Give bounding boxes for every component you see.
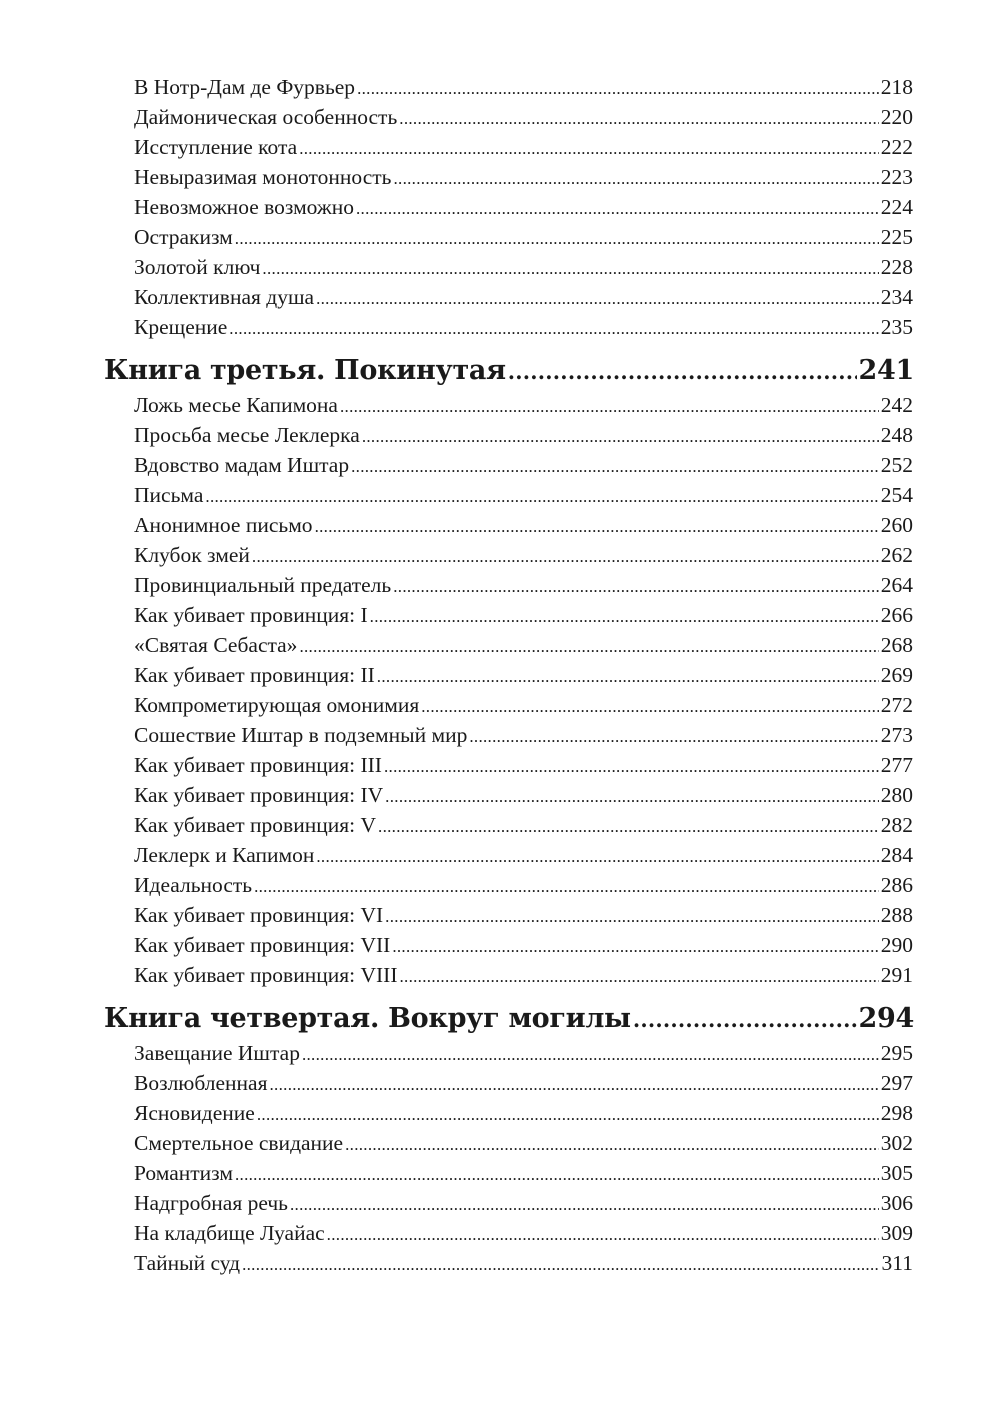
toc-entry [0, 192, 1000, 222]
toc-entry [0, 162, 1000, 192]
dot-leader [469, 720, 878, 752]
toc-entry-page-number: 234 [880, 285, 913, 309]
toc-entry-title: Сошествие Иштар в подземный мир [134, 723, 468, 747]
dot-leader [362, 420, 879, 452]
toc-entry [0, 1068, 1000, 1098]
toc-entry-page-number: 297 [880, 1071, 913, 1095]
toc-entry-title: Ясновидение [134, 1101, 255, 1125]
toc-entry [0, 660, 1000, 690]
toc-entry-title: Надгробная речь [134, 1191, 288, 1215]
dot-leader [508, 353, 857, 390]
toc-entry [0, 1188, 1000, 1218]
toc-entry-page-number: 311 [881, 1251, 913, 1275]
dot-leader [399, 960, 878, 992]
dot-leader [385, 900, 879, 932]
toc-entry-page-number: 269 [880, 663, 913, 687]
toc-entry-page-number: 268 [880, 633, 913, 657]
toc-entry [0, 480, 1000, 510]
toc-entry-title: Невыразимая монотонность [134, 165, 392, 189]
toc-entry [0, 870, 1000, 900]
dot-leader [257, 1098, 879, 1130]
toc-entry [0, 720, 1000, 750]
toc-entry-page-number: 306 [880, 1191, 913, 1215]
toc-entry-title: Остракизм [134, 225, 233, 249]
toc-entry-page-number: 298 [880, 1101, 913, 1125]
toc-entry [0, 450, 1000, 480]
toc-entry-page-number: 266 [880, 603, 913, 627]
toc-entry-title: Как убивает провинция: VI [134, 903, 384, 927]
toc-entry-title: В Нотр-Дам де Фурвьер [134, 75, 356, 99]
toc-entry [0, 510, 1000, 540]
toc-entry-page-number: 228 [880, 255, 913, 279]
toc-entry [0, 750, 1000, 780]
dot-leader [370, 600, 879, 632]
toc-entry-title: Письма [134, 483, 204, 507]
toc-entry [0, 252, 1000, 282]
toc-entry-page-number: 291 [880, 963, 913, 987]
toc-entry [0, 540, 1000, 570]
toc-entry-page-number: 272 [880, 693, 913, 717]
toc-entry-title: Как убивает провинция: VIII [134, 963, 398, 987]
toc-entry-title: «Святая Себаста» [134, 633, 298, 657]
toc-entry-title: Как убивает провинция: II [134, 663, 375, 687]
dot-leader [377, 660, 879, 692]
dot-leader [252, 540, 879, 572]
toc-entry [0, 1038, 1000, 1068]
dot-leader [633, 1001, 857, 1038]
toc-entry-page-number: 260 [880, 513, 913, 537]
dot-leader [356, 192, 879, 224]
dot-leader [392, 930, 878, 962]
toc-entry [0, 960, 1000, 990]
toc-entry-page-number: 288 [880, 903, 913, 927]
toc-entry-title: Коллективная душа [134, 285, 315, 309]
toc-entry-title: Даймоническая особенность [134, 105, 398, 129]
dot-leader [340, 390, 879, 422]
toc-entry [0, 570, 1000, 600]
dot-leader [421, 690, 879, 722]
toc-entry [0, 1128, 1000, 1158]
toc-entry [0, 810, 1000, 840]
toc-entry-page-number: 309 [880, 1221, 913, 1245]
toc-entry-page-number: 282 [880, 813, 913, 837]
toc-entry-page-number: 277 [880, 753, 913, 777]
dot-leader [205, 480, 878, 512]
toc-entry-title: Идеальность [134, 873, 253, 897]
toc-entry-title: Смертельное свидание [134, 1131, 344, 1155]
dot-leader [315, 510, 879, 542]
dot-leader [327, 1218, 879, 1250]
toc-entry-title: Романтизм [134, 1161, 233, 1185]
toc-entry [0, 900, 1000, 930]
toc-entry-page-number: 305 [880, 1161, 913, 1185]
toc-entry-page-number: 294 [858, 1003, 914, 1034]
toc-entry-title: Анонимное письмо [134, 513, 313, 537]
dot-leader [299, 630, 878, 662]
toc-entry-page-number: 241 [858, 355, 914, 386]
toc-entry-title: Завещание Иштар [134, 1041, 300, 1065]
toc-entry [0, 102, 1000, 132]
toc-entry-title: Как убивает провинция: IV [134, 783, 384, 807]
toc-entry [0, 840, 1000, 870]
toc-entry-title: Возлюбленная [134, 1071, 268, 1095]
dot-leader [385, 780, 879, 812]
toc-entry [0, 72, 1000, 102]
toc-entry [0, 222, 1000, 252]
toc-entry-title: Леклерк и Капимон [134, 843, 315, 867]
toc-entry-page-number: 273 [880, 723, 913, 747]
dot-leader [290, 1188, 879, 1220]
toc-entry-title: Просьба месье Леклерка [134, 423, 360, 447]
toc-entry-page-number: 262 [880, 543, 913, 567]
dot-leader [270, 1068, 879, 1100]
dot-leader [229, 312, 878, 344]
toc-entry-title: Книга третья. Покинутая [104, 355, 506, 386]
toc-entry-title: Как убивает провинция: V [134, 813, 377, 837]
toc-entry-title: Провинциальный предатель [134, 573, 392, 597]
toc-entry-page-number: 248 [880, 423, 913, 447]
toc-entry-title: Исступление кота [134, 135, 298, 159]
toc-entry-page-number: 218 [880, 75, 913, 99]
dot-leader [242, 1248, 879, 1280]
dot-leader [262, 252, 878, 284]
dot-leader [302, 1038, 879, 1070]
toc-entry-page-number: 286 [880, 873, 913, 897]
toc-entry-page-number: 235 [880, 315, 913, 339]
dot-leader [299, 132, 879, 164]
dot-leader [393, 570, 879, 602]
toc-entry-title: Крещение [134, 315, 228, 339]
toc-entry [0, 132, 1000, 162]
toc-part-heading [0, 353, 1000, 389]
toc-entry-page-number: 284 [880, 843, 913, 867]
toc-entry-title: Компрометирующая омонимия [134, 693, 420, 717]
toc-entry [0, 1248, 1000, 1278]
toc-entry-page-number: 225 [880, 225, 913, 249]
dot-leader [351, 450, 879, 482]
toc-entry-title: Книга четвертая. Вокруг могилы [104, 1003, 631, 1034]
toc-entry-page-number: 280 [880, 783, 913, 807]
toc-entry-title: Золотой ключ [134, 255, 261, 279]
toc-entry [0, 930, 1000, 960]
toc-entry [0, 630, 1000, 660]
toc-entry-page-number: 222 [880, 135, 913, 159]
toc-entry-page-number: 220 [880, 105, 913, 129]
toc-entry [0, 1158, 1000, 1188]
toc-entry-page-number: 224 [880, 195, 913, 219]
toc-entry-title: Клубок змей [134, 543, 250, 567]
dot-leader [384, 750, 879, 782]
toc-entry-page-number: 242 [880, 393, 913, 417]
toc-entry-title: Тайный суд [134, 1251, 241, 1275]
dot-leader [254, 870, 879, 902]
dot-leader [399, 102, 878, 134]
toc-entry-title: Вдовство мадам Иштар [134, 453, 350, 477]
toc-entry-page-number: 254 [880, 483, 913, 507]
toc-entry-title: Как убивает провинция: VII [134, 933, 391, 957]
toc-entry [0, 282, 1000, 312]
dot-leader [235, 222, 879, 254]
toc-entry-page-number: 264 [880, 573, 913, 597]
toc-entry [0, 780, 1000, 810]
toc-entry-title: Невозможное возможно [134, 195, 354, 219]
dot-leader [357, 72, 879, 104]
toc-entry [0, 600, 1000, 630]
toc-entry-page-number: 302 [880, 1131, 913, 1155]
toc-part-heading [0, 1001, 1000, 1037]
toc-entry [0, 1098, 1000, 1128]
toc-entry-page-number: 295 [880, 1041, 913, 1065]
dot-leader [316, 282, 879, 314]
toc-entry-title: Как убивает провинция: III [134, 753, 382, 777]
dot-leader [393, 162, 878, 194]
dot-leader [345, 1128, 879, 1160]
toc-entry-page-number: 252 [880, 453, 913, 477]
dot-leader [235, 1158, 879, 1190]
toc-entry-title: На кладбище Луайас [134, 1221, 325, 1245]
table-of-contents [0, 72, 1000, 1278]
dot-leader [316, 840, 878, 872]
toc-entry-title: Ложь месье Капимона [134, 393, 338, 417]
toc-entry [0, 390, 1000, 420]
toc-entry-title: Как убивает провинция: I [134, 603, 368, 627]
toc-entry-page-number: 223 [880, 165, 913, 189]
toc-entry [0, 1218, 1000, 1248]
toc-entry [0, 420, 1000, 450]
toc-entry [0, 690, 1000, 720]
toc-entry-page-number: 290 [880, 933, 913, 957]
dot-leader [378, 810, 879, 842]
toc-entry [0, 312, 1000, 342]
